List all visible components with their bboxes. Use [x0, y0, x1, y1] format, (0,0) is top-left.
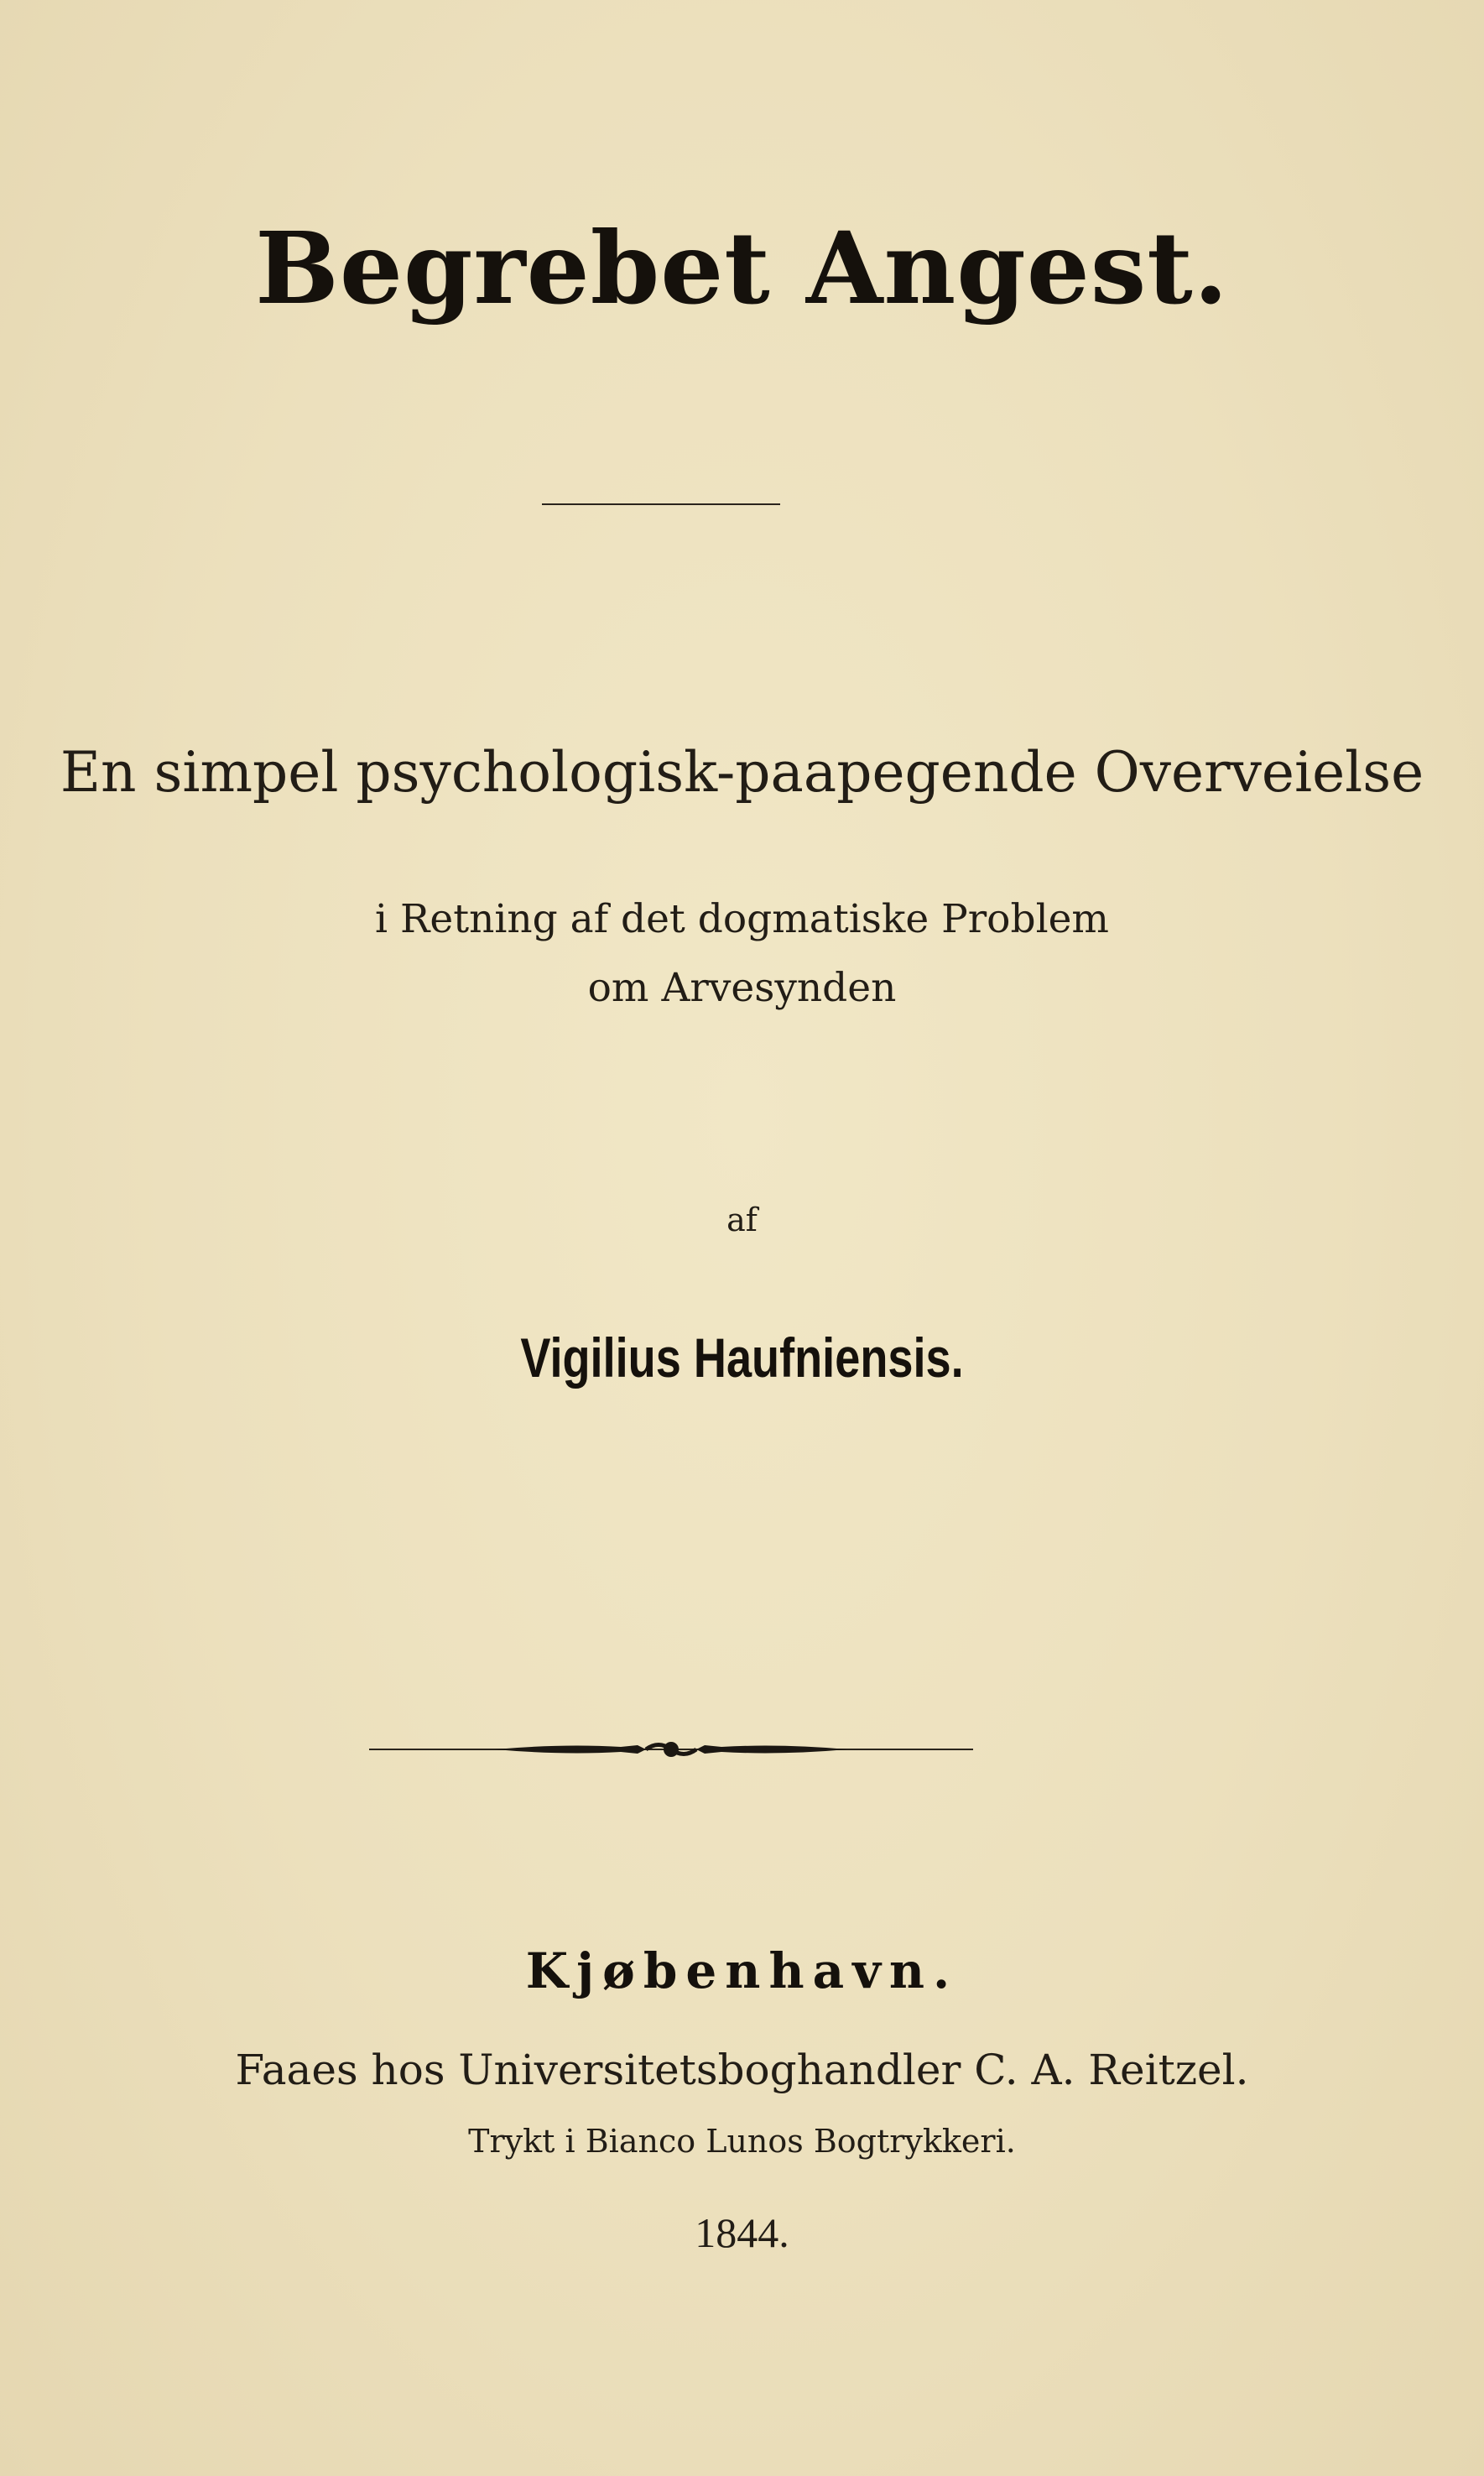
subtitle: En simpel psychologisk-paapegende Overveielse: [60, 740, 1424, 805]
place-of-publication: Kjøbenhavn.: [525, 1942, 959, 1999]
author-name: Vigilius Haufniensis.: [520, 1327, 964, 1389]
printer-line: Trykt i Bianco Lunos Bogtrykkeri.: [468, 2123, 1016, 2160]
book-title: Begrebet Angest.: [255, 210, 1229, 326]
by-label: af: [726, 1202, 758, 1238]
title-divider: [542, 503, 780, 505]
publisher-line: Faaes hos Universitetsboghandler C. A. Reitzel.: [235, 2046, 1249, 2094]
subtitle-line-3: om Arvesynden: [587, 965, 897, 1011]
subtitle-line-2: i Retning af det dogmatiske Problem: [375, 896, 1109, 942]
ornamental-rule: [369, 1737, 973, 1762]
publication-year: 1844.: [695, 2209, 789, 2256]
